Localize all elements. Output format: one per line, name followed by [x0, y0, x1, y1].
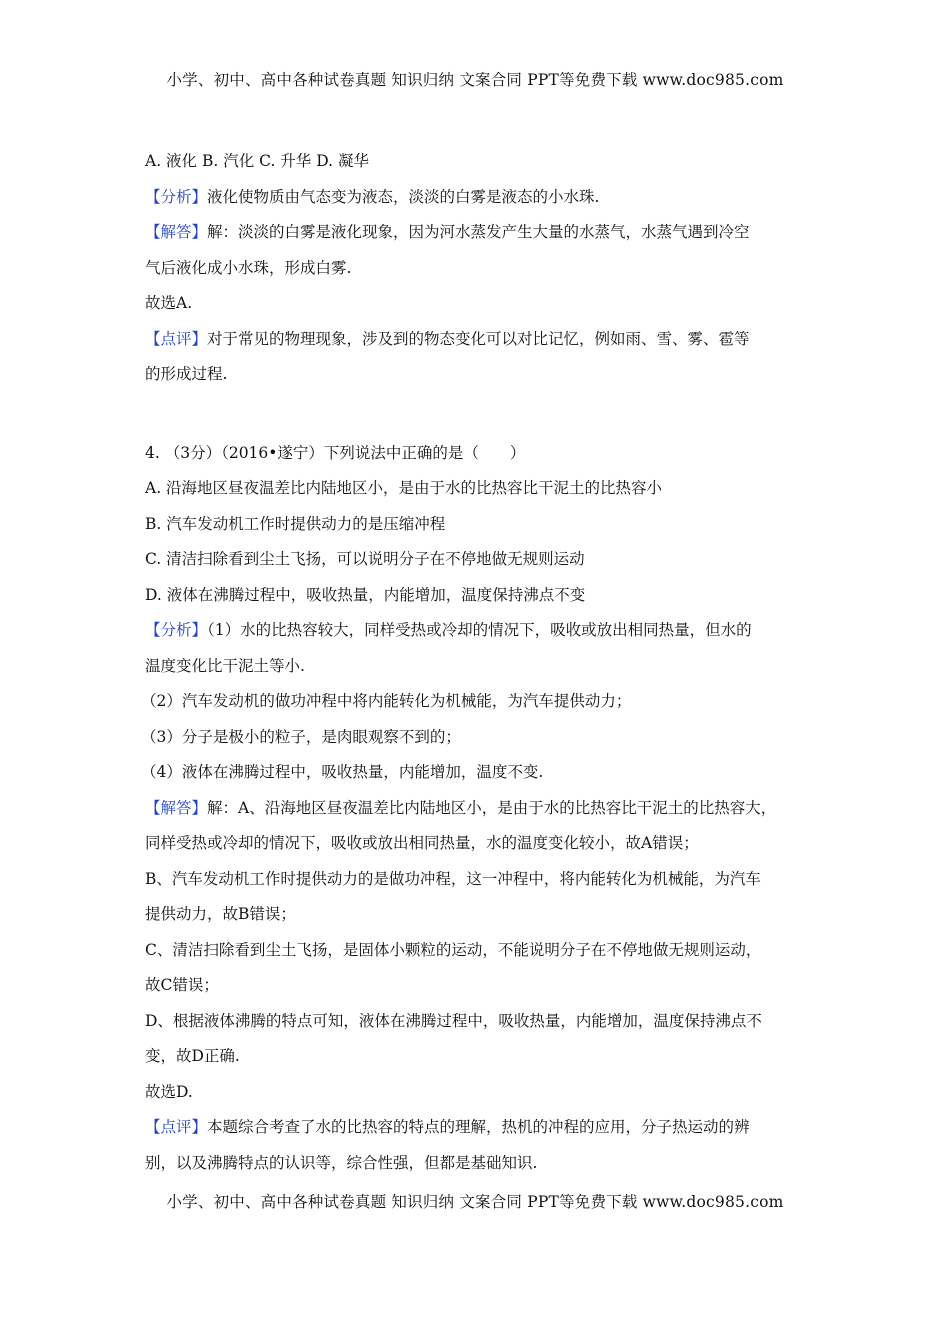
- analysis-text: （1）水的比热容较大，同样受热或冷却的情况下，吸收或放出相同热量，但水的: [207, 621, 752, 639]
- page-footer: 小学、初中、高中各种试卷真题 知识归纳 文案合同 PPT等免费下载 www.doc985.com: [166, 1193, 784, 1211]
- q3-answer-cont: 气后液化成小水珠，形成白雾.: [145, 258, 352, 277]
- q4-answer-line-7: D、根据液体沸腾的特点可知，液体在沸腾过程中，吸收热量，内能增加，温度保持沸点不: [145, 1011, 762, 1030]
- analysis-tag: 【分析】: [145, 187, 208, 206]
- q4-answer-line-3: B、汽车发动机工作时提供动力的是做功冲程，这一冲程中，将内能转化为机械能，为汽车: [145, 869, 761, 888]
- question-gap: [145, 393, 817, 436]
- comment-text: 本题综合考查了水的比热容的特点的理解，热机的冲程的应用，分子热运动的辨: [207, 1118, 750, 1136]
- q4-analysis-cont: 温度变化比干泥土等小.: [145, 656, 305, 675]
- q4-option-b: B. 汽车发动机工作时提供动力的是压缩冲程: [145, 514, 446, 533]
- q4-option-c: C. 清洁扫除看到尘土飞扬，可以说明分子在不停地做无规则运动: [145, 550, 585, 568]
- q4-option-d: D. 液体在沸腾过程中，吸收热量，内能增加，温度保持沸点不变: [145, 585, 586, 604]
- analysis-tag: 【分析】: [145, 621, 208, 639]
- q3-options: A. 液化 B. 汽化 C. 升华 D. 凝华: [145, 152, 369, 170]
- q4-stem: 4. （3分）（2016•遂宁）下列说法中正确的是（ ）: [145, 443, 526, 462]
- q4-option-a: A. 沿海地区昼夜温差比内陆地区小，是由于水的比热容比干泥土的比热容小: [145, 479, 663, 497]
- q4-comment-cont: 别，以及沸腾特点的认识等，综合性强，但都是基础知识.: [145, 1153, 538, 1172]
- comment-text: 对于常见的物理现象，涉及到的物态变化可以对比记忆，例如雨、雪、雾、雹等: [207, 329, 750, 348]
- q3-analysis: [145, 180, 817, 216]
- q4-analysis: [145, 613, 817, 649]
- q4-analysis-point-4: （4）液体在沸腾过程中，吸收热量，内能增加，温度不变.: [141, 763, 544, 781]
- q4-answer-line-6: 故C错误；: [145, 976, 219, 994]
- answer-tag: 【解答】: [145, 223, 208, 241]
- q4-answer-line-8: 变，故D正确.: [145, 1047, 240, 1065]
- q3-choice: 故选A.: [145, 294, 193, 312]
- q4-analysis-point-2: （2）汽车发动机的做功冲程中将内能转化为机械能，为汽车提供动力；: [141, 692, 632, 710]
- q4-answer-line-2: 同样受热或冷却的情况下，吸收或放出相同热量，水的温度变化较小，故A错误；: [145, 834, 699, 852]
- q3-comment: [145, 322, 817, 358]
- q4-choice: 故选D.: [145, 1082, 193, 1101]
- comment-tag: 【点评】: [145, 1118, 208, 1136]
- q3-answer: [145, 215, 817, 251]
- answer-text: 解：A、沿海地区昼夜温差比内陆地区小，是由于水的比热容比干泥土的比热容大，: [207, 798, 777, 817]
- q4-answer-line-5: C、清洁扫除看到尘土飞扬，是固体小颗粒的运动，不能说明分子在不停地做无规则运动，: [145, 940, 762, 959]
- page-header: 小学、初中、高中各种试卷真题 知识归纳 文案合同 PPT等免费下载 www.doc985.com: [166, 71, 784, 89]
- q4-answer-line-4: 提供动力，故B错误；: [145, 905, 296, 923]
- q3-comment-cont: 的形成过程.: [145, 365, 228, 383]
- q4-answer: [145, 791, 817, 827]
- analysis-text: 液化使物质由气态变为液态，淡淡的白雾是液态的小水珠.: [207, 187, 600, 206]
- document-body: [141, 144, 817, 1181]
- answer-tag: 【解答】: [145, 798, 208, 817]
- q4-analysis-point-3: （3）分子是极小的粒子，是肉眼观察不到的；: [141, 727, 461, 746]
- q4-comment: [145, 1110, 817, 1146]
- answer-text: 解：淡淡的白雾是液化现象，因为河水蒸发产生大量的水蒸气，水蒸气遇到冷空: [207, 223, 750, 241]
- comment-tag: 【点评】: [145, 329, 208, 348]
